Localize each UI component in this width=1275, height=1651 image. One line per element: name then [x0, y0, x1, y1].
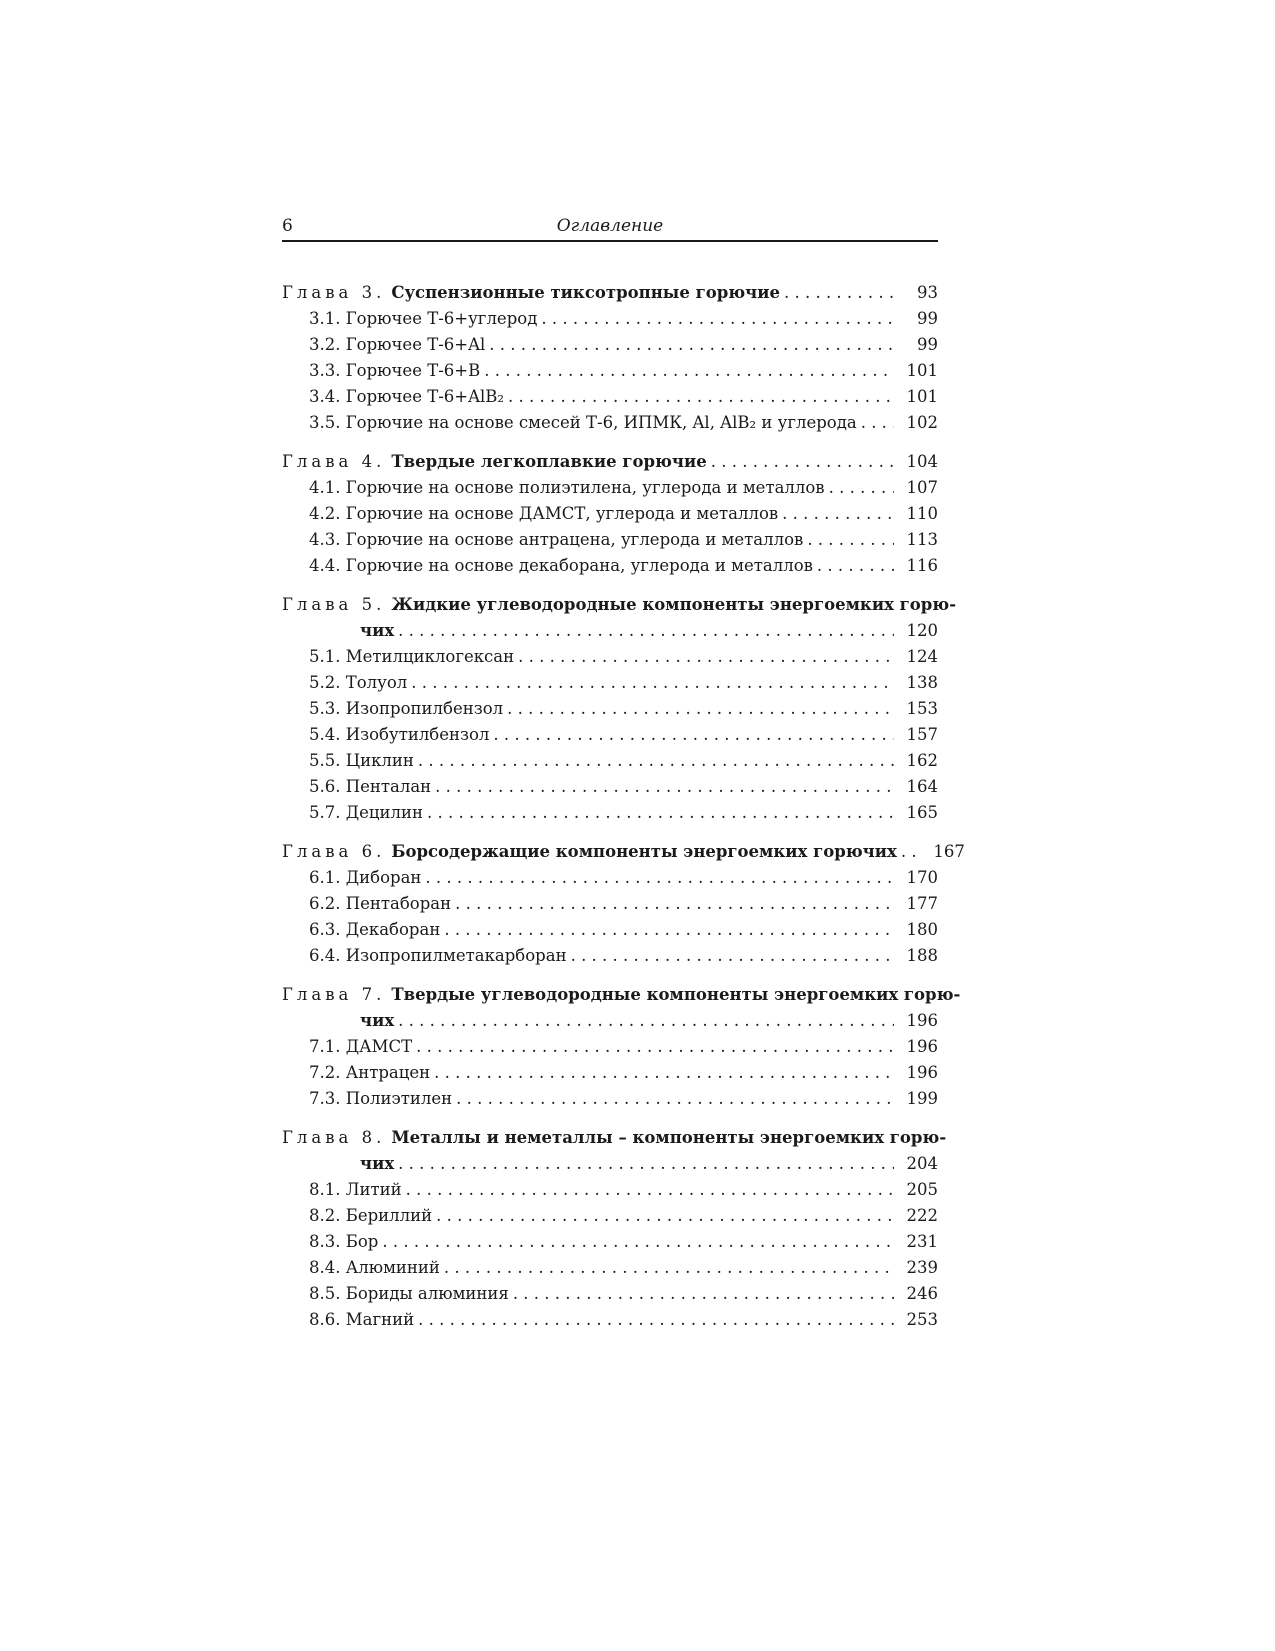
section-label: 8.3. Бор	[309, 1232, 379, 1251]
leader-dots	[456, 1086, 894, 1112]
leader-dots	[418, 748, 894, 774]
toc-section-entry[interactable]	[282, 1060, 938, 1086]
toc-section-entry[interactable]	[282, 748, 938, 774]
leader-dots	[434, 1060, 894, 1086]
section-page: 157	[906, 725, 938, 744]
section-page: 153	[906, 699, 938, 718]
chapter-page: 120	[906, 621, 938, 640]
leader-dots	[416, 1034, 894, 1060]
section-label: 8.2. Бериллий	[309, 1206, 433, 1225]
section-page: 124	[906, 647, 938, 666]
section-page: 246	[906, 1284, 938, 1303]
toc-section-entry[interactable]	[282, 553, 938, 579]
leader-dots	[513, 1281, 894, 1307]
section-label: 4.4. Горючие на основе декаборана, углерода и металлов	[309, 556, 813, 575]
section-page: 101	[906, 361, 938, 380]
leader-dots	[817, 553, 894, 579]
toc-chapter-heading[interactable]	[282, 1125, 947, 1151]
section-label: 8.4. Алюминий	[309, 1258, 440, 1277]
section-label: 5.6. Пенталан	[309, 777, 432, 796]
section-page: 205	[906, 1180, 938, 1199]
toc-section-entry[interactable]	[282, 1281, 938, 1307]
section-label: 5.1. Метилциклогексан	[309, 647, 515, 666]
chapter-label	[282, 1125, 946, 1151]
section-label: 3.5. Горючие на основе смесей Т-6, ИПМК, Al, AlB₂ и углерода	[309, 413, 857, 432]
toc-chapter-heading[interactable]	[282, 449, 938, 475]
toc-section-entry[interactable]	[282, 1203, 938, 1229]
toc-section-entry[interactable]	[282, 696, 938, 722]
section-label: 5.4. Изобутилбензол	[309, 725, 490, 744]
toc-section-entry[interactable]	[282, 501, 938, 527]
chapter-page: 196	[906, 1011, 938, 1030]
section-label: 4.2. Горючие на основе ДАМСТ, углерода и металлов	[309, 504, 779, 523]
section-page: 253	[906, 1310, 938, 1329]
chapter-prefix: Глава 3.	[282, 283, 386, 302]
chapter-title: Твердые легкоплавкие горючие	[391, 452, 707, 471]
section-label: 6.1. Диборан	[309, 868, 422, 887]
section-page: 110	[906, 504, 938, 523]
section-page: 188	[906, 946, 938, 965]
leader-dots	[406, 1177, 894, 1203]
toc-section-entry[interactable]	[282, 917, 938, 943]
chapter-page: 93	[917, 283, 938, 302]
leader-dots	[901, 839, 921, 865]
leader-dots	[411, 670, 894, 696]
toc-section-entry[interactable]	[282, 475, 938, 501]
section-label: 3.3. Горючее Т-6+B	[309, 361, 481, 380]
chapter-title-cont: чих	[360, 1154, 395, 1173]
chapter-title: Борсодержащие компоненты энергоемких горючих	[391, 842, 897, 861]
section-page: 164	[906, 777, 938, 796]
section-label: 3.4. Горючее Т-6+AlB₂	[309, 387, 505, 406]
running-header	[282, 214, 938, 242]
toc-chapter	[282, 1125, 947, 1333]
toc-section-entry[interactable]	[282, 306, 938, 332]
leader-dots	[425, 865, 894, 891]
leader-dots	[418, 1307, 894, 1333]
toc-chapter-heading[interactable]	[282, 982, 961, 1008]
leader-dots	[455, 891, 894, 917]
toc-section-entry[interactable]	[282, 891, 938, 917]
toc-chapter	[282, 592, 957, 826]
toc-section-entry[interactable]	[282, 1307, 938, 1333]
chapter-page: 204	[906, 1154, 938, 1173]
section-page: 231	[906, 1232, 938, 1251]
section-page: 165	[906, 803, 938, 822]
toc-chapter-heading-cont[interactable]	[282, 618, 938, 644]
toc-chapter-heading[interactable]	[282, 839, 965, 865]
leader-dots	[398, 1008, 894, 1034]
section-page: 196	[906, 1063, 938, 1082]
leader-dots	[444, 1255, 894, 1281]
chapter-prefix: Глава 7.	[282, 985, 386, 1004]
section-page: 170	[906, 868, 938, 887]
section-page: 116	[906, 556, 938, 575]
chapter-title: Твердые углеводородные компоненты энергоемких горю-	[391, 985, 961, 1004]
toc-section-entry[interactable]	[282, 527, 938, 553]
section-label: 4.1. Горючие на основе полиэтилена, углерода и металлов	[309, 478, 825, 497]
toc-section-entry[interactable]	[282, 800, 938, 826]
toc-section-entry[interactable]	[282, 384, 938, 410]
section-page: 99	[917, 335, 938, 354]
section-page: 162	[906, 751, 938, 770]
leader-dots	[398, 618, 894, 644]
toc-section-entry[interactable]	[282, 644, 938, 670]
toc-chapter-heading-cont[interactable]	[282, 1008, 938, 1034]
toc-section-entry[interactable]	[282, 358, 938, 384]
section-label: 5.2. Толуол	[309, 673, 408, 692]
section-label: 7.1. ДАМСТ	[309, 1037, 413, 1056]
chapter-label	[282, 449, 707, 475]
toc-section-entry[interactable]	[282, 332, 938, 358]
section-page: 138	[906, 673, 938, 692]
toc-section-entry[interactable]	[282, 1229, 938, 1255]
chapter-title: Суспензионные тиксотропные горючие	[391, 283, 780, 302]
leader-dots	[507, 696, 894, 722]
toc-chapter-heading[interactable]	[282, 280, 938, 306]
toc-chapter	[282, 982, 961, 1112]
leader-dots	[489, 332, 894, 358]
leader-dots	[861, 410, 894, 436]
leader-dots	[571, 943, 894, 969]
leader-dots	[782, 501, 894, 527]
section-page: 99	[917, 309, 938, 328]
section-label: 7.2. Антрацен	[309, 1063, 431, 1082]
section-label: 8.6. Магний	[309, 1310, 415, 1329]
toc-chapter	[282, 839, 965, 969]
toc-chapter	[282, 280, 938, 436]
toc-section-entry[interactable]	[282, 1034, 938, 1060]
section-label: 3.1. Горючее Т-6+углерод	[309, 309, 538, 328]
section-label: 6.2. Пентаборан	[309, 894, 452, 913]
page-number: 6	[282, 216, 293, 236]
chapter-label	[282, 280, 780, 306]
chapter-label	[282, 592, 956, 618]
chapter-label	[282, 839, 897, 865]
section-page: 222	[906, 1206, 938, 1225]
leader-dots	[493, 722, 894, 748]
section-page: 101	[906, 387, 938, 406]
toc-chapter-heading[interactable]	[282, 592, 957, 618]
chapter-title: Жидкие углеводородные компоненты энергоемких горю-	[391, 595, 957, 614]
section-page: 180	[906, 920, 938, 939]
toc-section-entry[interactable]	[282, 774, 938, 800]
leader-dots	[398, 1151, 894, 1177]
toc-chapter-heading-cont[interactable]	[282, 1151, 938, 1177]
section-label: 5.5. Циклин	[309, 751, 414, 770]
section-label: 7.3. Полиэтилен	[309, 1089, 453, 1108]
chapter-label	[282, 982, 960, 1008]
chapter-title-cont: чих	[360, 621, 395, 640]
section-page: 196	[906, 1037, 938, 1056]
leader-dots	[518, 644, 894, 670]
section-page: 113	[906, 530, 938, 549]
chapter-page: 104	[906, 452, 938, 471]
toc-section-entry[interactable]	[282, 410, 938, 436]
toc-chapter	[282, 449, 938, 579]
section-label: 6.3. Декаборан	[309, 920, 441, 939]
leader-dots	[807, 527, 894, 553]
toc-section-entry[interactable]	[282, 865, 938, 891]
leader-dots	[444, 917, 894, 943]
toc-section-entry[interactable]	[282, 943, 938, 969]
leader-dots	[435, 774, 894, 800]
section-page: 107	[906, 478, 938, 497]
toc-section-entry[interactable]	[282, 1255, 938, 1281]
toc-section-entry[interactable]	[282, 1086, 938, 1112]
section-page: 239	[906, 1258, 938, 1277]
toc-section-entry[interactable]	[282, 1177, 938, 1203]
chapter-prefix: Глава 8.	[282, 1128, 386, 1147]
toc-section-entry[interactable]	[282, 670, 938, 696]
leader-dots	[427, 800, 894, 826]
leader-dots	[382, 1229, 894, 1255]
section-label: 5.7. Децилин	[309, 803, 423, 822]
chapter-title-cont: чих	[360, 1011, 395, 1030]
leader-dots	[484, 358, 894, 384]
section-label: 6.4. Изопропилметакарборан	[309, 946, 567, 965]
leader-dots	[541, 306, 894, 332]
section-page: 102	[906, 413, 938, 432]
section-label: 8.1. Литий	[309, 1180, 402, 1199]
chapter-prefix: Глава 5.	[282, 595, 386, 614]
toc-section-entry[interactable]	[282, 722, 938, 748]
section-label: 4.3. Горючие на основе антрацена, углерода и металлов	[309, 530, 804, 549]
leader-dots	[711, 449, 894, 475]
leader-dots	[436, 1203, 894, 1229]
leader-dots	[508, 384, 894, 410]
table-of-contents	[282, 280, 965, 1346]
chapter-title: Металлы и неметаллы – компоненты энергоемких горю-	[391, 1128, 947, 1147]
chapter-prefix: Глава 6.	[282, 842, 386, 861]
section-label: 3.2. Горючее Т-6+Al	[309, 335, 486, 354]
section-label: 5.3. Изопропилбензол	[309, 699, 504, 718]
section-page: 177	[906, 894, 938, 913]
section-label: 8.5. Бориды алюминия	[309, 1284, 509, 1303]
chapter-prefix: Глава 4.	[282, 452, 386, 471]
running-title: Оглавление	[556, 216, 664, 236]
section-page: 199	[906, 1089, 938, 1108]
chapter-page: 167	[933, 842, 965, 861]
leader-dots	[784, 280, 894, 306]
leader-dots	[829, 475, 894, 501]
